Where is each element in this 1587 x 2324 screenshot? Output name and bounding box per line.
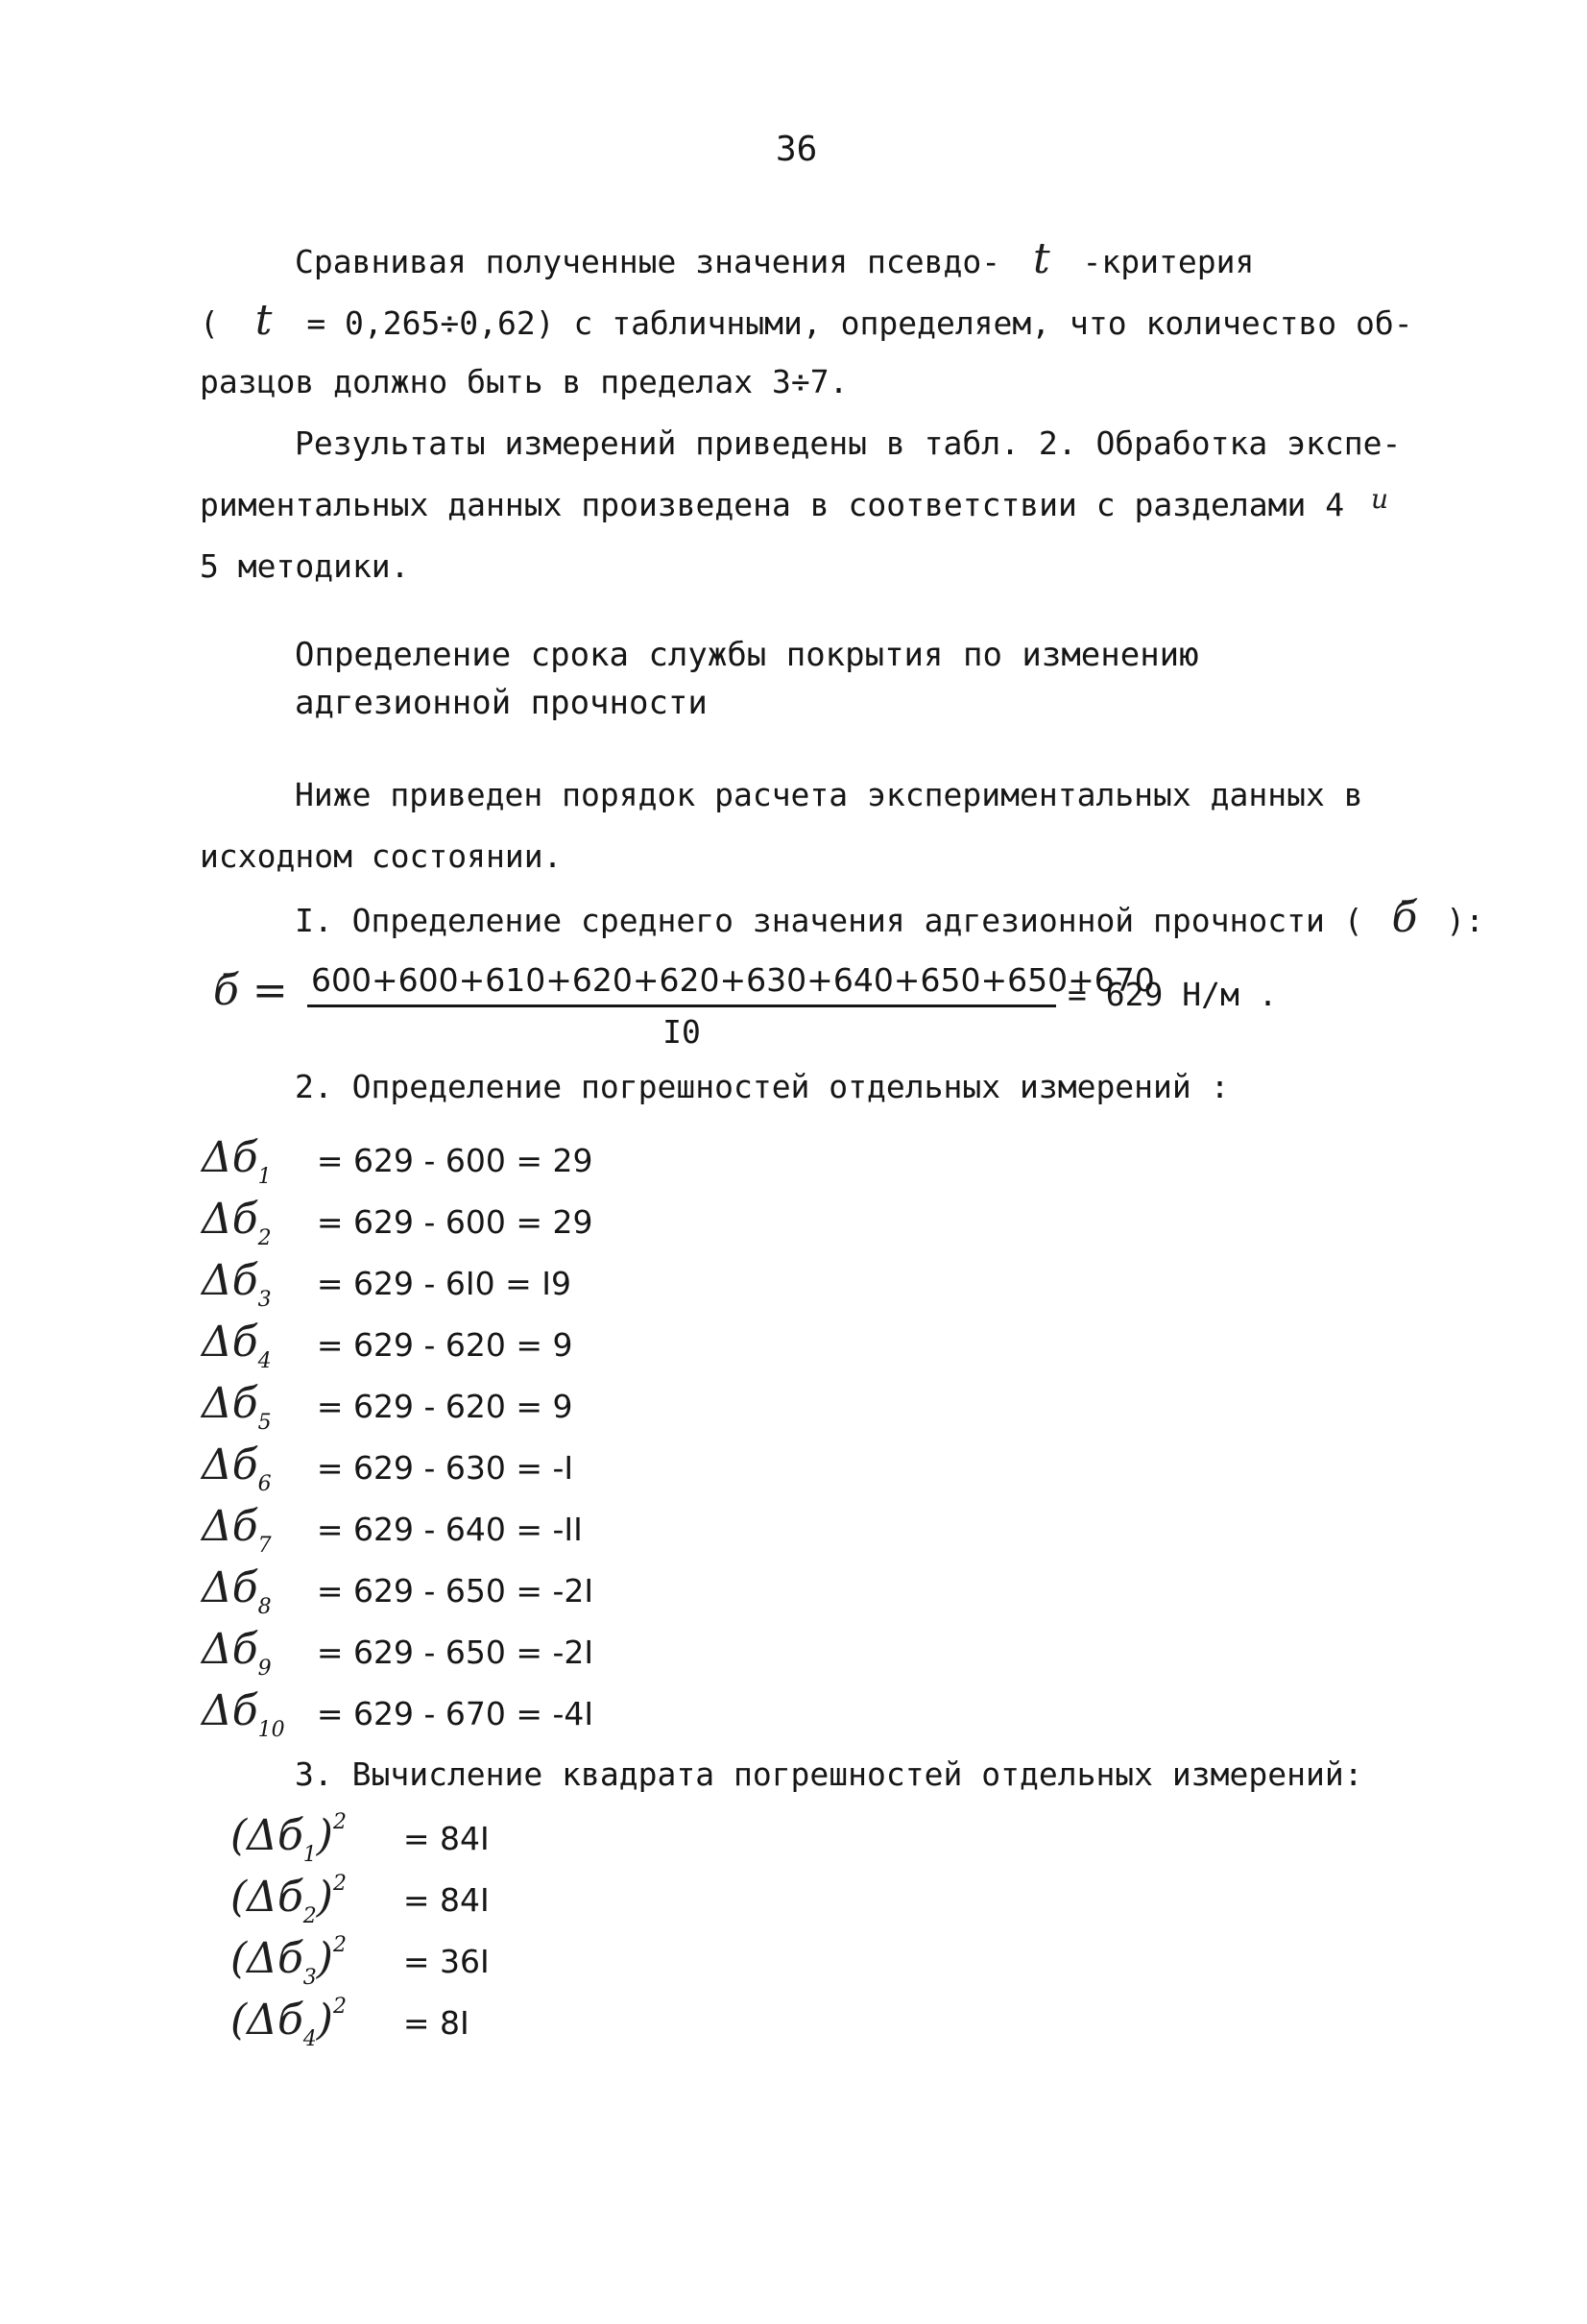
step-1-close: ): [1446, 902, 1484, 939]
section-heading-line-2: адгезионной прочности [295, 684, 708, 722]
square-symbol: (Δб [230, 1934, 303, 1983]
delta-expression: = 629 - 600 = 29 [316, 1142, 593, 1179]
square-value: = 84I [402, 1820, 490, 1857]
delta-row [202, 1681, 593, 1742]
step-1-text: I. Определение среднего значения адгезионной прочности ( [295, 902, 1363, 939]
delta-symbol: Δб [202, 1133, 258, 1182]
mean-formula-denominator: I0 [662, 1013, 701, 1051]
step-3: 3. Вычисление квадрата погрешностей отдельных измерений: [295, 1755, 1363, 1793]
delta-index: 6 [257, 1472, 272, 1496]
delta-symbol: Δб [202, 1318, 258, 1367]
delta-expression: = 629 - 600 = 29 [316, 1203, 593, 1241]
square-power: 2 [332, 1995, 347, 2019]
delta-symbol: Δб [202, 1379, 258, 1428]
delta-index: 3 [257, 1288, 272, 1312]
results-line-1: Результаты измерений приведены в табл. 2. Обработка экспе- [295, 424, 1402, 462]
delta-symbol: Δб [202, 1195, 258, 1244]
mean-formula-lhs: б̄ = [213, 966, 288, 1015]
square-row [230, 1928, 490, 1990]
delta-row [202, 1250, 571, 1312]
square-close: ) [316, 1996, 333, 2045]
delta-row [202, 1189, 593, 1250]
delta-index: 4 [257, 1349, 272, 1373]
page-number: 36 [776, 130, 818, 169]
calc-intro-line-2: исходном состоянии. [200, 837, 563, 875]
delta-expression: = 629 - 630 = -I [316, 1449, 574, 1487]
square-row [230, 1805, 490, 1867]
delta-index: 8 [257, 1595, 272, 1619]
delta-symbol: Δб [202, 1625, 258, 1674]
delta-row [202, 1127, 593, 1189]
delta-row [202, 1312, 573, 1373]
delta-row [202, 1373, 573, 1435]
mean-formula-fraction [307, 956, 1155, 1057]
delta-row [202, 1558, 593, 1619]
results-line-2 [200, 474, 1388, 538]
results-line-3: 5 методики. [200, 547, 410, 585]
square-value: = 8I [402, 2004, 469, 2042]
mean-formula-numerator: 600+600+610+620+620+630+640+650+650+670 [307, 956, 1056, 1007]
square-row [230, 1867, 490, 1928]
delta-index: 5 [257, 1411, 272, 1435]
square-value: = 36I [402, 1943, 490, 1980]
delta-expression: = 629 - 650 = -2I [316, 1572, 594, 1610]
calc-intro-line-1: Ниже приведен порядок расчета экспериментальных данных в [295, 776, 1363, 813]
handwritten-and: и [1370, 483, 1388, 515]
intro-line-2 [200, 290, 1413, 354]
delta-row [202, 1496, 583, 1558]
delta-symbol: Δб [202, 1686, 258, 1735]
intro-text: = 0,265÷0,62) с табличными, определяем, что количество об- [306, 304, 1413, 342]
delta-index: 9 [257, 1657, 272, 1681]
intro-text: ( [200, 304, 219, 342]
delta-index: 1 [257, 1165, 272, 1189]
delta-symbol: Δб [202, 1256, 258, 1305]
square-index: 2 [302, 1904, 317, 1928]
delta-expression: = 629 - 650 = -2I [316, 1634, 594, 1671]
intro-line-3: разцов должно быть в пределах 3÷7. [200, 363, 849, 400]
square-power: 2 [332, 1872, 347, 1896]
delta-row [202, 1435, 573, 1496]
square-symbol: (Δб [230, 1811, 303, 1860]
delta-expression: = 629 - 640 = -II [316, 1511, 583, 1548]
square-value: = 84I [402, 1881, 490, 1919]
delta-expression: = 629 - 620 = 9 [316, 1388, 573, 1425]
intro-text: -критерия [1082, 243, 1255, 280]
delta-expression: = 629 - 6I0 = I9 [316, 1265, 571, 1302]
delta-symbol: Δб [202, 1563, 258, 1612]
delta-index: 2 [257, 1226, 272, 1250]
square-row [230, 1990, 469, 2051]
intro-text: Сравнивая полученные значения псевдо- [295, 243, 1001, 280]
delta-index: 10 [257, 1718, 285, 1742]
square-close: ) [316, 1934, 333, 1983]
square-power: 2 [332, 1933, 347, 1957]
delta-symbol: Δб [202, 1502, 258, 1551]
delta-symbol: Δб [202, 1440, 258, 1489]
square-close: ) [316, 1873, 333, 1922]
square-symbol: (Δб [230, 1996, 303, 2045]
intro-line-1 [295, 229, 1254, 293]
t-symbol: t [1032, 234, 1050, 283]
delta-row [202, 1619, 593, 1681]
square-close: ) [316, 1811, 333, 1860]
sigma-mean-symbol: б̄ [1391, 893, 1418, 942]
mean-formula-result: = 629 Н/м . [1068, 976, 1278, 1013]
delta-index: 7 [257, 1534, 272, 1558]
square-symbol: (Δб [230, 1873, 303, 1922]
section-heading-line-1: Определение срока службы покрытия по изменению [295, 636, 1199, 674]
square-index: 3 [302, 1966, 317, 1990]
step-1 [295, 887, 1484, 952]
delta-expression: = 629 - 620 = 9 [316, 1326, 573, 1364]
t-symbol: t [254, 296, 273, 345]
step-2: 2. Определение погрешностей отдельных измерений : [295, 1068, 1230, 1105]
results-text: риментальных данных произведена в соответствии с разделами 4 [200, 486, 1345, 523]
square-index: 4 [302, 2027, 317, 2051]
delta-expression: = 629 - 670 = -4I [316, 1695, 594, 1732]
square-index: 1 [302, 1843, 317, 1867]
square-power: 2 [332, 1810, 347, 1834]
